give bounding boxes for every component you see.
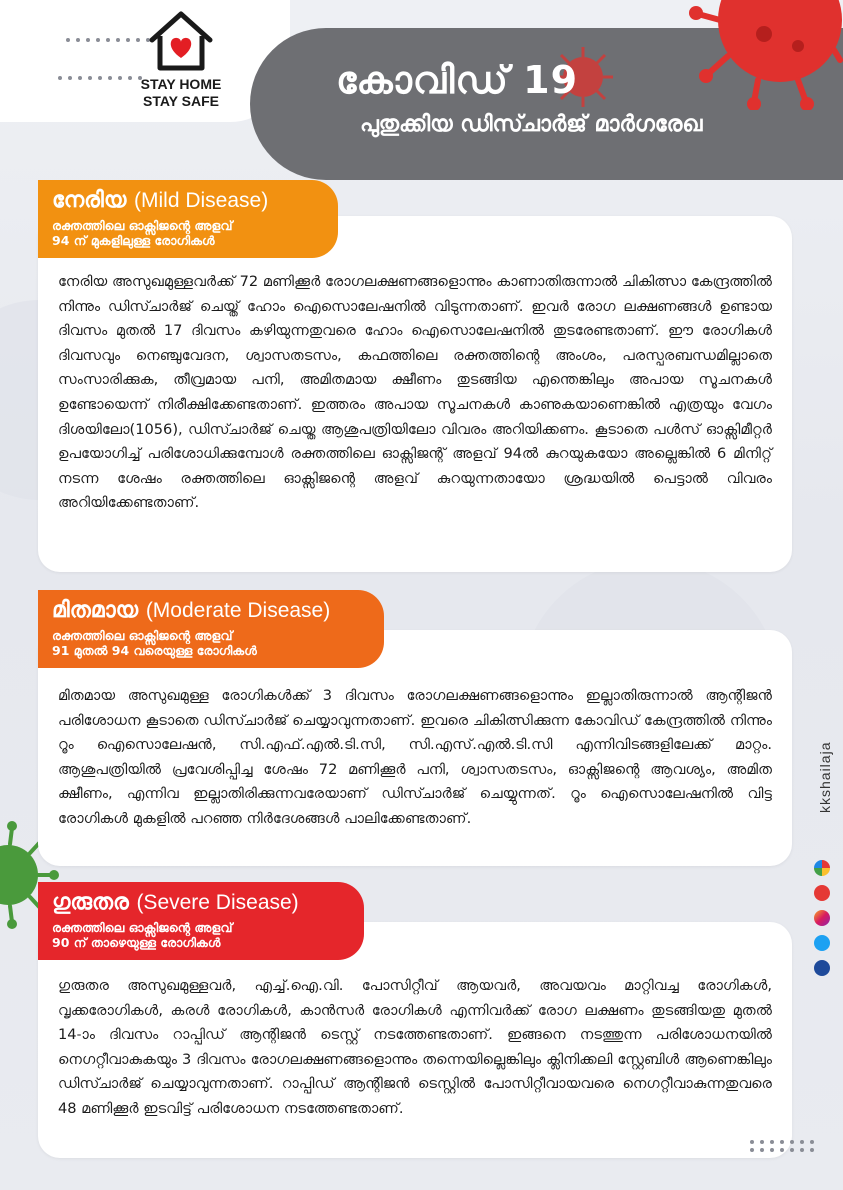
- mild-disease-card: [38, 216, 792, 572]
- severe-disease-tag: [38, 882, 364, 960]
- moderate-title-en: (Moderate Disease): [145, 599, 331, 622]
- mild-title-ml: നേരിയ: [52, 188, 127, 213]
- social-handle: kkshailaja: [817, 741, 833, 813]
- logo-card: [0, 0, 290, 122]
- moderate-disease-body: മിതമായ അസുഖമുള്ള രോഗികൾക്ക് 3 ദിവസം രോഗലക്ഷണങ്ങളൊന്നും ഇല്ലാതിരുന്നാൽ ആന്റിജൻ പരിശോധന കൂടാതെ ഡിസ്ചാർജ് ചെയ്യാവുന്നതാണ്. ഇവരെ ചികിത്സിക്കുന്ന കോവിഡ് കേന്ദ്രത്തിൽ നിന്നും റൂം ഐസൊലേഷൻ, സി.എഫ്.എൽ.ടി.സി, സി.എസ്.എൽ.ടി.സി എന്നിവിടങ്ങളിലേക്ക് മാറ്റം. ആശുപത്രിയിൽ പ്രവേശിപ്പിച്ച ശേഷം 72 മണിക്കൂർ പനി, ശ്വാസതടസം, ഓക്സിജന്റെ ആവശ്യം, അമിത ക്ഷീണം, എന്നിവ ഇല്ലാതിരിക്കുന്നവരേയാണ് ഡിസ്ചാർജ് ചെയ്യുന്നത്. റൂം ഐസൊലേഷനിൽ വിട്ട രോഗികൾ മുകളിൽ പറഞ്ഞ നിർദേശങ്ങൾ പാലിക്കേണ്ടതാണ്.: [58, 687, 772, 827]
- dot-pattern: [66, 38, 152, 42]
- mild-disease-title: [52, 188, 322, 214]
- page-title: [336, 58, 636, 103]
- virus-icon: [668, 0, 843, 110]
- mild-disease-body: നേരിയ അസുഖമുള്ളവർക്ക് 72 മണിക്കൂർ രോഗലക്ഷണങ്ങളൊന്നും കാണാതിരുന്നാൽ ചികിത്സാ കേന്ദ്രത്തിൽ നിന്നും ഡിസ്ചാർജ് ചെയ്ത് ഹോം ഐസൊലേഷനിൽ വിടുന്നതാണ്. ഇവർ രോഗ ലക്ഷണങ്ങൾ ഉണ്ടായ ദിവസം മുതൽ 17 ദിവസം കഴിയുന്നതുവരെ ഹോം ഐസൊലേഷനിൽ തുടരേണ്ടതാണ്. ഈ രോഗികൾ ദിവസവും നെഞ്ചുവേദന, ശ്വാസതടസം, കഫത്തിലെ രക്തത്തിന്റെ അംശം, പരസ്പരബന്ധമില്ലാതെ സംസാരിക്കുക, തീവ്രമായ പനി, അമിതമായ ക്ഷീണം തുടങ്ങിയ എന്തെങ്കിലും അപായ സൂചനകൾ ഉണ്ടോയെന്ന് നിരീക്ഷിക്കേണ്ടതാണ്. ഇത്തരം അപായ സൂചനകൾ കാണുകയാണെങ്കിൽ എത്രയും വേഗം ദിശയിലോ(1056), ഡിസ്ചാർജ് ചെയ്ത ആശുപത്രിയിലോ വിവരം അറിയിക്കണം. കൂടാതെ പൾസ് ഓക്സിമീറ്റർ ഉപയോഗിച്ച് പരിശോധിക്കുമ്പോൾ രക്തത്തിലെ ഓക്സിജന്റ് അളവ് 94ൽ കുറയുകയോ അല്ലെങ്കിൽ 6 മിനിറ്റ് നടന്ന ശേഷം രക്തത്തിലെ ഓക്സിജന്റെ അളവ് കുറയുന്നതായോ ശ്രദ്ധയിൽ പെട്ടാൽ വിവരം അറിയിക്കേണ്ടതാണ്.: [58, 273, 772, 512]
- moderate-title-ml: മിതമായ: [52, 598, 139, 623]
- severe-title-en: (Severe Disease): [136, 891, 299, 914]
- mild-subtitle-1: രക്തത്തിലെ ഓക്സിജന്റെ അളവ്: [52, 218, 233, 233]
- logo-line-1: STAY HOME: [140, 76, 222, 92]
- facebook-icon[interactable]: [814, 960, 830, 976]
- mild-subtitle-2: 94 ന് മുകളിലുള്ള രോഗികൾ: [52, 233, 215, 248]
- severe-title-ml: ഗുരുതര: [52, 890, 129, 915]
- instagram-icon[interactable]: [814, 910, 830, 926]
- home-heart-icon: [146, 10, 216, 72]
- severe-subtitle-2: 90 ന് താഴെയുള്ള രോഗികൾ: [52, 935, 221, 950]
- moderate-subtitle-1: രക്തത്തിലെ ഓക്സിജന്റെ അളവ്: [52, 628, 233, 643]
- youtube-icon[interactable]: [814, 885, 830, 901]
- mild-disease-tag: [38, 180, 338, 258]
- twitter-icon[interactable]: [814, 935, 830, 951]
- title-number: 19: [523, 58, 579, 102]
- severe-subtitle-1: രക്തത്തിലെ ഓക്സിജന്റെ അളവ്: [52, 920, 233, 935]
- social-icons: [811, 860, 833, 985]
- severe-disease-body: ഗുരുതര അസുഖമുള്ളവർ, എച്ച്.ഐ.വി. പോസിറ്റീവ് ആയവർ, അവയവം മാറ്റിവച്ച രോഗികൾ, വൃക്കരോഗികൾ, കരൾ രോഗികൾ, കാൻസർ രോഗികൾ എന്നിവർക്ക് രോഗ ലക്ഷണം തുടങ്ങിയതു മുതൽ 14-ാം ദിവസം റാപ്പിഡ് ആന്റിജൻ ടെസ്റ്റ് നടത്തേണ്ടതാണ്. ഇങ്ങനെ നടത്തുന്ന പരിശോധനയിൽ നെഗറ്റീവാകുകയും 3 ദിവസം രോഗലക്ഷണങ്ങളൊന്നും തന്നെയില്ലെങ്കിലും ക്ലിനിക്കലി സ്റ്റേബിൾ ആണെങ്കിലും ഡിസ്ചാർജ് ചെയ്യാവുന്നതാണ്. റാപ്പിഡ് ആന്റിജൻ ടെസ്റ്റിൽ പോസിറ്റീവായവരെ നെഗറ്റീവാകുന്നതുവരെ 48 മണിക്കൂർ ഇടവിട്ട് പരിശോധന നടത്തേണ്ടതാണ്.: [58, 977, 772, 1117]
- apps-icon[interactable]: [814, 860, 830, 876]
- severe-disease-title: [52, 890, 348, 916]
- moderate-disease-title: [52, 598, 368, 624]
- moderate-disease-tag: [38, 590, 384, 668]
- title-text: കോവിഡ്: [336, 58, 509, 102]
- mild-title-en: (Mild Disease): [134, 189, 269, 212]
- dot-pattern: [750, 1140, 816, 1152]
- moderate-subtitle-2: 91 മുതൽ 94 വരെയുള്ള രോഗികൾ: [52, 643, 257, 658]
- page-subtitle: പുതുക്കിയ ഡിസ്ചാർജ് മാർഗരേഖ: [360, 112, 703, 137]
- stay-home-logo-text: [118, 76, 244, 110]
- logo-line-2: STAY SAFE: [143, 93, 219, 109]
